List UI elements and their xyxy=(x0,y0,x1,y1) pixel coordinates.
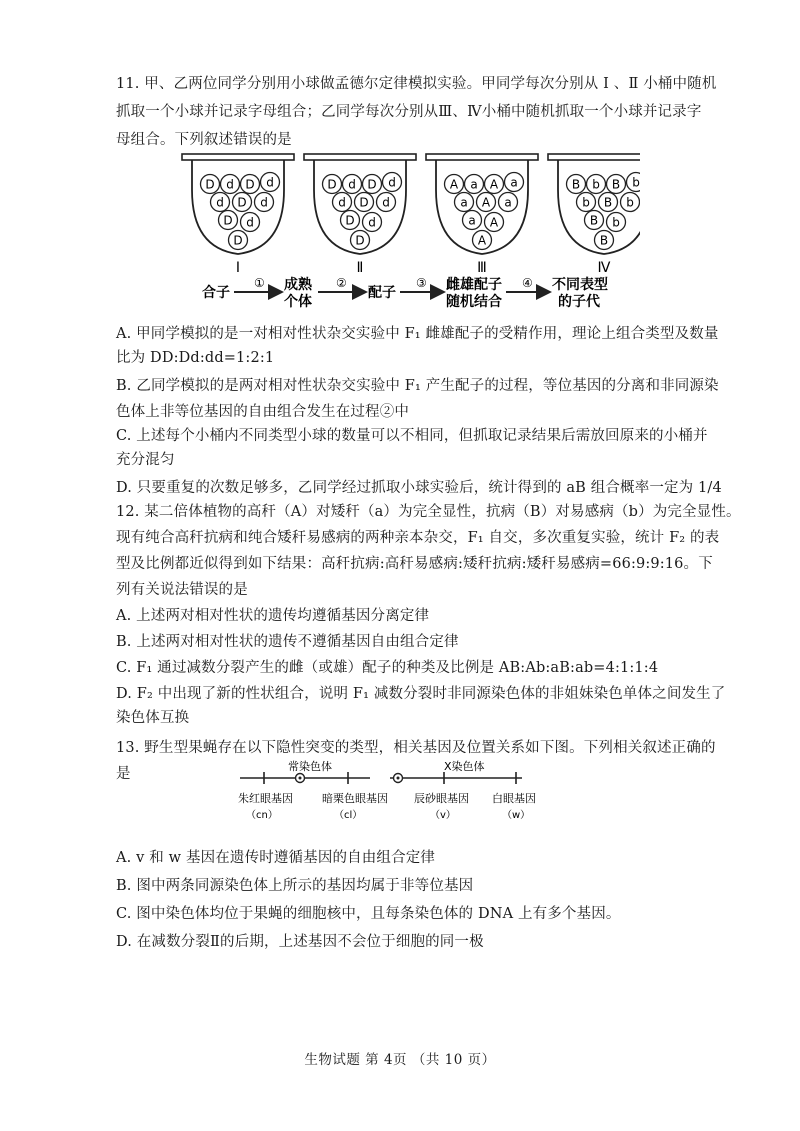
bucket-label: Ⅰ xyxy=(235,260,241,276)
ball-label: d xyxy=(338,195,346,210)
ball-label: D xyxy=(327,177,337,192)
q12-option-d-line2: 染色体互换 xyxy=(116,710,190,726)
ball-label: B xyxy=(611,177,621,192)
ball-label: A xyxy=(489,215,499,230)
q13-option-c: C. 图中染色体均位于果蝇的细胞核中，且每条染色体的 DNA 上有多个基因。 xyxy=(116,906,621,922)
q12-option-a: A. 上述两对相对性状的遗传均遵循基因分离定律 xyxy=(116,608,430,624)
q12-option-d-line1: D. F₂ 中出现了新的性状组合，说明 F₁ 减数分裂时非同源染色体的非姐妹染色单体之间发生了 xyxy=(116,686,726,702)
q11-option-c-line1: C. 上述每个小桶内不同类型小球的数量可以不相同，但抓取记录结果后需放回原来的小桶并 xyxy=(116,428,708,444)
ball-label: A xyxy=(489,177,499,192)
ball-label: D xyxy=(245,177,255,192)
ball-label: B xyxy=(603,195,613,210)
ball-label: B xyxy=(599,233,609,248)
chromosome-diagram xyxy=(230,752,540,830)
ball-label: b xyxy=(592,177,600,192)
flow-node-4a: 不同表型 xyxy=(552,277,608,293)
ball-label: d xyxy=(216,195,224,210)
ball-label: B xyxy=(589,213,599,228)
ball-label: D xyxy=(367,177,377,192)
ball-label: a xyxy=(468,213,476,228)
ball-label: B xyxy=(571,177,581,192)
ball-label: d xyxy=(388,175,396,190)
autosome-title: 常染色体 xyxy=(288,760,332,773)
ball-label: d xyxy=(266,175,274,190)
q12-stem-line1: 12. 某二倍体植物的高秆（A）对矮秆（a）为完全显性，抗病（B）对易感病（b）为完全显性。 xyxy=(116,504,741,520)
q13-option-d: D. 在减数分裂Ⅱ的后期，上述基因不会位于细胞的同一极 xyxy=(116,934,484,950)
gene-v-name: 辰砂眼基因 xyxy=(414,792,469,805)
q11-stem-line1: 11. 甲、乙两位同学分别用小球做孟德尔定律模拟实验。甲同学每次分别从 Ⅰ 、Ⅱ 小桶中随机 xyxy=(116,76,717,92)
q11-option-b-line1: B. 乙同学模拟的是两对相对性状杂交实验中 F₁ 产生配子的过程，等位基因的分离和非同源染 xyxy=(116,378,719,394)
ball-label: A xyxy=(449,177,459,192)
ball-label: d xyxy=(368,215,376,230)
bucket-label: Ⅳ xyxy=(597,260,611,276)
x-chromosome-title: X染色体 xyxy=(444,760,485,773)
gene-cn-symbol: （cn） xyxy=(246,810,278,821)
ball-label: b xyxy=(612,215,620,230)
ball-label: b xyxy=(626,195,634,210)
ball-label: a xyxy=(460,195,468,210)
flow-node-1b: 个体 xyxy=(284,294,312,310)
ball-label: b xyxy=(582,195,590,210)
q13-stem-line2: 是 xyxy=(116,766,131,782)
bucket-i xyxy=(182,154,294,276)
ball-label: d xyxy=(382,195,390,210)
ball-label: d xyxy=(348,177,356,192)
flow-step-1: ① xyxy=(254,276,265,290)
ball-label: a xyxy=(510,175,518,190)
ball-label: d xyxy=(226,177,234,192)
q13-option-b: B. 图中两条同源染色体上所示的基因均属于非等位基因 xyxy=(116,878,474,894)
flow-start: 合子 xyxy=(202,285,230,301)
flow-node-2: 配子 xyxy=(368,285,396,301)
bucket-label: Ⅲ xyxy=(477,260,487,276)
bucket-rim xyxy=(304,154,416,160)
flow-node-3a: 雌雄配子 xyxy=(446,277,502,293)
ball-label: D xyxy=(237,195,247,210)
ball-label: d xyxy=(246,215,254,230)
ball-label: D xyxy=(355,233,365,248)
q11-option-a-line1: A. 甲同学模拟的是一对相对性状杂交实验中 F₁ 雌雄配子的受精作用，理论上组合类型及数量 xyxy=(116,326,719,342)
gene-v-symbol: （v） xyxy=(430,810,456,821)
q12-stem-line4: 列有关说法错误的是 xyxy=(116,582,248,598)
buckets-group xyxy=(182,154,640,276)
q12-stem-line2: 现有纯合高秆抗病和纯合矮秆易感病的两种亲本杂交，F₁ 自交，多次重复实验，统计 F₂ 的表 xyxy=(116,530,720,546)
flow-step-3: ③ xyxy=(416,276,427,290)
ball-label: D xyxy=(233,233,243,248)
q11-option-a-line2: 比为 DD:Dd:dd=1:2:1 xyxy=(116,350,275,366)
bucket-rim xyxy=(182,154,294,160)
process-flow xyxy=(196,275,636,321)
gene-cn-name: 朱红眼基因 xyxy=(238,792,293,805)
gene-w-name: 白眼基因 xyxy=(492,792,536,805)
bucket-iii xyxy=(426,154,538,276)
gene-w-symbol: （w） xyxy=(502,810,531,821)
flow-node-3b: 随机结合 xyxy=(446,294,502,310)
q11-option-b-line2: 色体上非等位基因的自由组合发生在过程②中 xyxy=(116,404,409,420)
x-centromere-dot xyxy=(397,777,400,780)
bucket-rim xyxy=(426,154,538,160)
ball-label: d xyxy=(260,195,268,210)
flow-node-1a: 成熟 xyxy=(284,277,312,293)
ball-label: b xyxy=(632,175,640,190)
q11-option-c-line2: 充分混匀 xyxy=(116,452,175,468)
q11-stem-line3: 母组合。下列叙述错误的是 xyxy=(116,132,292,148)
ball-label: A xyxy=(477,233,487,248)
ball-label: D xyxy=(205,177,215,192)
ball-label: D xyxy=(223,213,233,228)
bucket-iv xyxy=(548,154,640,276)
ball-label: a xyxy=(504,195,512,210)
flow-step-4: ④ xyxy=(522,276,533,290)
ball-label: D xyxy=(359,195,369,210)
bucket-rim xyxy=(548,154,640,160)
gene-cl-symbol: （cl） xyxy=(334,810,363,821)
ball-label: D xyxy=(345,213,355,228)
ball-label: a xyxy=(470,177,478,192)
flow-step-2: ② xyxy=(336,276,347,290)
bucket-ii xyxy=(304,154,416,276)
ball-label: A xyxy=(481,195,491,210)
q11-option-d: D. 只要重复的次数足够多，乙同学经过抓取小球实验后，统计得到的 aB 组合概率一定为 1/4 xyxy=(116,480,722,496)
autosome-centromere-dot xyxy=(299,777,302,780)
q12-stem-line3: 型及比例都近似得到如下结果：高秆抗病:高秆易感病:矮秆抗病:矮秆易感病=66:9:9:16。下 xyxy=(116,556,713,572)
q13-stem-line1: 13. 野生型果蝇存在以下隐性突变的类型，相关基因及位置关系如下图。下列相关叙述正确的 xyxy=(116,740,716,756)
flow-node-4b: 的子代 xyxy=(558,294,600,310)
page-footer: 生物试题 第 4页 （共 10 页） xyxy=(304,1052,496,1068)
q12-option-b: B. 上述两对相对性状的遗传不遵循基因自由组合定律 xyxy=(116,634,459,650)
q13-option-a: A. v 和 w 基因在遗传时遵循基因的自由组合定律 xyxy=(116,850,436,866)
bucket-label: Ⅱ xyxy=(356,260,364,276)
gene-cl-name: 暗栗色眼基因 xyxy=(322,792,388,805)
q11-stem-line2: 抓取一个小球并记录字母组合；乙同学每次分别从Ⅲ、Ⅳ小桶中随机抓取一个小球并记录字 xyxy=(116,104,702,120)
q12-option-c: C. F₁ 通过减数分裂产生的雌（或雄）配子的种类及比例是 AB:Ab:aB:ab=4:1:1:4 xyxy=(116,660,659,676)
